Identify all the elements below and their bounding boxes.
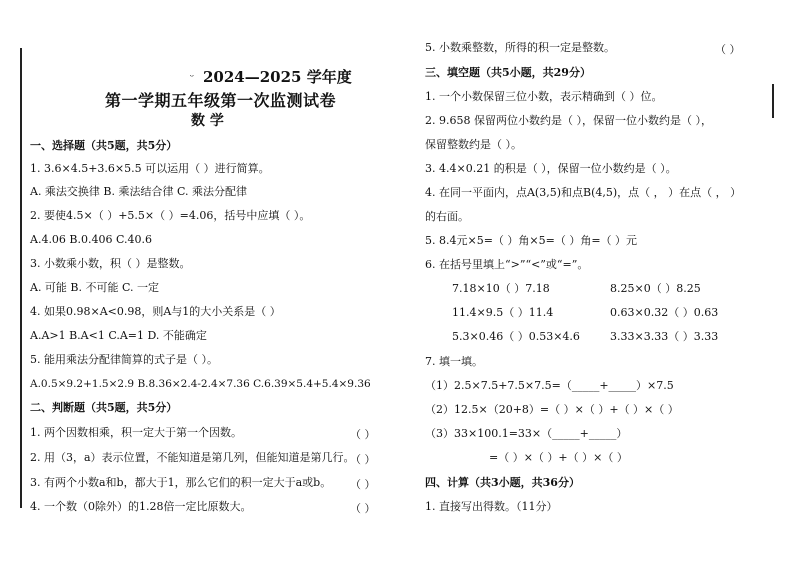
section-calc-heading: 四、计算（共3小题，共36分） [425, 476, 580, 489]
choice-q4-options: A.A>1 B.A<1 C.A=1 D. 不能确定 [30, 329, 207, 342]
compare-row2-left: 11.4×9.5（ ）11.4 [452, 306, 554, 319]
judge-q5: 5. 小数乘整数，所得的积一定是整数。 [425, 41, 615, 54]
choice-q4: 4. 如果0.98×A<0.98，则A与1的大小关系是（ ） [30, 305, 281, 318]
compare-row1-right: 8.25×0（ ）8.25 [610, 282, 701, 295]
margin-mark [772, 84, 774, 118]
compare-row3-right: 3.33×3.33（ ）3.33 [610, 330, 719, 343]
compare-row3-left: 5.3×0.46（ ）0.53×4.6 [452, 330, 580, 343]
choice-q5: 5. 能用乘法分配律简算的式子是（ ）。 [30, 353, 218, 366]
judge-q2-answer-box[interactable]: （ ） [350, 453, 376, 466]
calc-q1: 1. 直接写出得数。（11分） [425, 500, 558, 513]
judge-q1-answer-box[interactable]: （ ） [350, 428, 376, 441]
fill-q2-cont: 保留整数约是（ ）。 [425, 138, 522, 151]
scribble-mark: ᵕ [190, 72, 194, 83]
choice-q5-options: A.0.5×9.2+1.5×2.9 B.8.36×2.4-2.4×7.36 C.6.39×5.4+5.4×9.36 [30, 378, 371, 390]
section-choice-heading: 一、选择题（共5题，共5分） [30, 139, 178, 152]
fill-q7-3: （3）33×100.1=33×（_____+_____） [425, 427, 628, 440]
compare-row1-left: 7.18×10（ ）7.18 [452, 282, 550, 295]
fill-q4: 4. 在同一平面内，点A(3,5)和点B(4,5)，点（ ， ）在点（ ， ） [425, 186, 742, 199]
compare-row2-right: 0.63×0.32（ ）0.63 [610, 306, 719, 319]
judge-q1: 1. 两个因数相乘，积一定大于第一个因数。 [30, 426, 242, 439]
section-judge-heading: 二、判断题（共5题，共5分） [30, 401, 178, 414]
subject-title: 数 学 [191, 113, 224, 129]
fill-q4-cont: 的右面。 [425, 210, 469, 223]
choice-q1-options: A. 乘法交换律 B. 乘法结合律 C. 乘法分配律 [30, 185, 248, 198]
fill-q7-3-cont: =（ ）×（ ）+（ ）×（ ） [489, 451, 628, 464]
fill-q3: 3. 4.4×0.21 的积是（ ），保留一位小数约是（ ）。 [425, 162, 677, 175]
judge-q4-answer-box[interactable]: （ ） [350, 502, 376, 515]
fill-q1: 1. 一个小数保留三位小数，表示精确到（ ）位。 [425, 90, 663, 103]
judge-q3-answer-box[interactable]: （ ） [350, 478, 376, 491]
judge-q3: 3. 有两个小数a和b，都大于1，那么它们的积一定大于a或b。 [30, 476, 332, 489]
fill-q6: 6. 在括号里填上“>”“<”或“=”。 [425, 258, 589, 271]
fill-q2: 2. 9.658 保留两位小数约是（ ），保留一位小数约是（ ）， [425, 114, 712, 127]
fill-q7-1: （1）2.5×7.5+7.5×7.5=（_____+_____）×7.5 [425, 379, 674, 392]
choice-q3-options: A. 可能 B. 不可能 C. 一定 [30, 281, 160, 294]
choice-q1: 1. 3.6×4.5+3.6×5.5 可以运用（ ）进行简算。 [30, 162, 270, 175]
judge-q2: 2. 用（3，a）表示位置，不能知道是第几列，但能知道是第几行。 [30, 451, 355, 464]
choice-q2-options: A.4.06 B.0.406 C.40.6 [30, 233, 153, 246]
section-fill-heading: 三、填空题（共5小题，共29分） [425, 66, 591, 79]
choice-q2: 2. 要使4.5×（ ）+5.5×（ ）=4.06，括号中应填（ ）。 [30, 209, 311, 222]
exam-year-title: 2024—2025 学年度 [203, 68, 352, 86]
choice-q3: 3. 小数乘小数，积（ ）是整数。 [30, 257, 191, 270]
binding-line [20, 48, 22, 508]
exam-title: 第一学期五年级第一次监测试卷 [105, 91, 337, 110]
fill-q7-2: （2）12.5×（20+8）=（ ）×（ ）+（ ）×（ ） [425, 403, 679, 416]
judge-q4: 4. 一个数（0除外）的1.28倍一定比原数大。 [30, 500, 252, 513]
fill-q5: 5. 8.4元×5=（ ）角×5=（ ）角=（ ）元 [425, 234, 638, 247]
fill-q7: 7. 填一填。 [425, 355, 483, 368]
judge-q5-answer-box[interactable]: （ ） [715, 43, 741, 56]
